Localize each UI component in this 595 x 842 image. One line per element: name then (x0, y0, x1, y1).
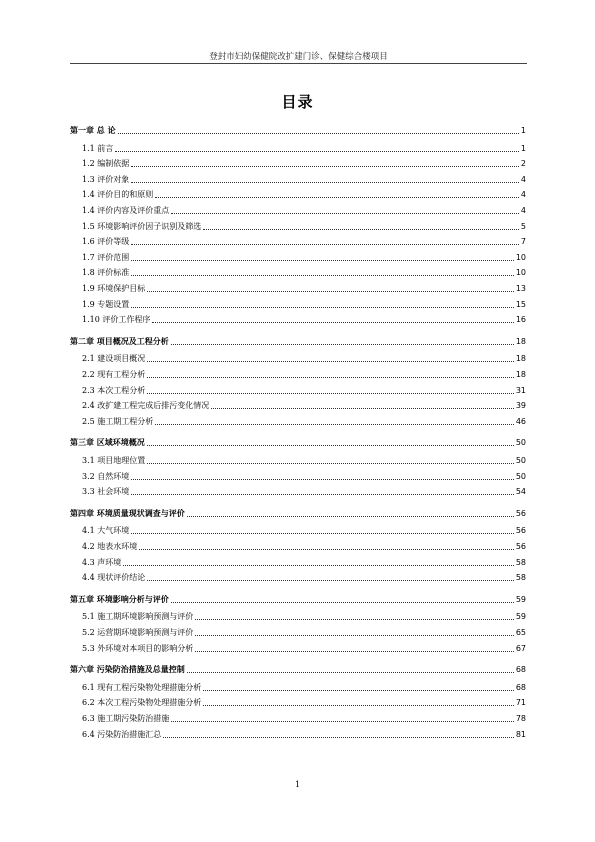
toc-entry-page: 4 (520, 190, 526, 200)
toc-entry-label: 3.3 社会环境 (82, 487, 130, 497)
dot-leader (139, 549, 514, 550)
dot-leader (187, 516, 514, 517)
toc-entry-page: 46 (515, 416, 526, 426)
dot-leader (147, 580, 514, 581)
toc-entry-page: 50 (515, 438, 526, 448)
toc-entry-label: 5.1 施工期环境影响预测与评价 (82, 612, 194, 622)
toc-entry-label: 第四章 环境质量现状调查与评价 (70, 508, 185, 518)
toc-entry-label: 6.1 现有工程污染物处理措施分析 (82, 682, 202, 692)
toc-section-entry[interactable] (70, 315, 526, 325)
toc-entry-page: 1 (520, 143, 526, 153)
dot-leader (131, 182, 519, 183)
dot-leader (131, 275, 514, 276)
dot-leader (171, 721, 514, 722)
toc-section-entry[interactable] (70, 144, 526, 154)
toc-entry-page: 31 (515, 385, 526, 395)
dot-leader (131, 494, 514, 495)
toc-entry-page: 68 (515, 665, 526, 675)
toc-chapter-entry[interactable] (70, 665, 526, 675)
toc-entry-label: 4.4 现状评价结论 (82, 573, 146, 583)
toc-section-entry[interactable] (70, 487, 526, 497)
toc-entry-page: 1 (520, 126, 526, 135)
toc-entry-page: 39 (515, 401, 526, 411)
toc-entry-page: 56 (515, 526, 526, 536)
toc-entry-page: 18 (515, 370, 526, 379)
toc-entry-label: 1.9 环境保护目标 (82, 284, 146, 293)
toc-section-entry[interactable] (70, 386, 526, 396)
toc-entry-page: 58 (515, 557, 526, 567)
toc-chapter-entry[interactable] (70, 595, 526, 605)
dot-leader (187, 672, 514, 673)
toc-entry-label: 2.5 施工期工程分析 (82, 416, 154, 426)
toc-entry-page: 18 (515, 336, 526, 346)
dot-leader (155, 424, 514, 425)
dot-leader (147, 361, 514, 362)
toc-entry-page: 50 (515, 471, 526, 481)
toc-entry-label: 4.2 地表水环境 (82, 542, 138, 551)
toc-entry-label: 1.2 编制依据 (82, 159, 130, 169)
toc-section-entry[interactable] (70, 456, 526, 466)
toc-entry-label: 1.10 评价工作程序 (82, 315, 151, 325)
toc-chapter-entry[interactable] (70, 126, 526, 136)
dot-leader (195, 635, 514, 636)
toc-chapter-entry[interactable] (70, 509, 526, 519)
dot-leader (118, 133, 519, 134)
toc-entry-page: 16 (515, 315, 526, 325)
toc-entry-label: 1.6 评价等级 (82, 237, 130, 247)
toc-entry-label: 6.2 本次工程污染物处理措施分析 (82, 698, 202, 708)
dot-leader (131, 260, 514, 261)
toc-entry-page: 71 (515, 698, 526, 708)
toc-section-entry[interactable] (70, 698, 526, 708)
toc-entry-page: 67 (515, 643, 526, 653)
header-divider (70, 63, 527, 64)
running-header: 登封市妇幼保健院改扩建门诊、保健综合楼项目 (209, 52, 388, 62)
dot-leader (147, 291, 514, 292)
dot-leader (171, 213, 519, 214)
toc-section-entry[interactable] (70, 573, 526, 583)
dot-leader (211, 408, 514, 409)
dot-leader (131, 479, 514, 480)
toc-entry-page: 56 (515, 508, 526, 518)
toc-section-entry[interactable] (70, 558, 526, 568)
toc-entry-label: 4.1 大气环境 (82, 526, 130, 536)
dot-leader (152, 322, 513, 323)
toc-section-entry[interactable] (70, 683, 526, 693)
dot-leader (147, 463, 514, 464)
dot-leader (131, 166, 519, 167)
toc-entry-page: 68 (515, 682, 526, 692)
toc-entry-page: 10 (515, 268, 526, 278)
toc-entry-label: 1.9 专题设置 (82, 299, 130, 309)
toc-entry-page: 59 (515, 594, 526, 604)
toc-entry-label: 3.1 项目地理位置 (82, 456, 146, 465)
toc-section-entry[interactable] (70, 542, 526, 552)
dot-leader (203, 705, 514, 706)
toc-entry-page: 7 (520, 237, 526, 247)
toc-entry-label: 2.2 现有工程分析 (82, 370, 146, 379)
toc-entry-page: 2 (520, 159, 526, 169)
toc-section-entry[interactable] (70, 417, 526, 427)
toc-entry-label: 1.8 评价标准 (82, 268, 130, 278)
toc-entry-label: 1.4 评价目的和原则 (82, 190, 154, 200)
toc-entry-label: 第五章 环境影响分析与评价 (70, 594, 169, 604)
toc-entry-label: 6.3 施工期污染防治措施 (82, 714, 170, 723)
toc-section-entry[interactable] (70, 284, 526, 294)
toc-chapter-entry[interactable] (70, 337, 526, 347)
toc-entry-page: 78 (515, 714, 526, 723)
toc-entry-page: 81 (515, 729, 526, 739)
dot-leader (131, 533, 514, 534)
toc-entry-label: 6.4 污染防治措施汇总 (82, 729, 162, 739)
toc-entry-label: 1.4 评价内容及评价重点 (82, 206, 170, 215)
dot-leader (115, 151, 519, 152)
toc-entry-page: 4 (520, 206, 526, 215)
toc-entry-page: 56 (515, 542, 526, 551)
toc-entry-label: 5.3 外环境对本项目的影响分析 (82, 643, 194, 653)
toc-section-entry[interactable] (70, 253, 526, 263)
toc-entry-label: 1.3 评价对象 (82, 174, 130, 184)
toc-section-entry[interactable] (70, 714, 526, 724)
toc-entry-label: 第六章 污染防治措施及总量控制 (70, 665, 185, 675)
toc-title: 目录 (281, 93, 314, 111)
toc-entry-page: 18 (515, 354, 526, 364)
dot-leader (155, 197, 519, 198)
toc-entry-label: 第一章 总 论 (70, 126, 116, 135)
dot-leader (123, 565, 514, 566)
toc-section-entry[interactable] (70, 222, 526, 232)
dot-leader (147, 445, 514, 446)
dot-leader (131, 244, 519, 245)
toc-entry-page: 13 (515, 284, 526, 293)
toc-entry-page: 15 (515, 299, 526, 309)
page-number: 1 (294, 780, 301, 789)
toc-section-entry[interactable] (70, 354, 526, 364)
toc-entry-page: 58 (515, 573, 526, 583)
dot-leader (203, 229, 519, 230)
toc-section-entry[interactable] (70, 370, 526, 380)
toc-entry-label: 第二章 项目概况及工程分析 (70, 336, 169, 346)
dot-leader (171, 344, 514, 345)
toc-section-entry[interactable] (70, 612, 526, 622)
toc-entry-label: 3.2 自然环境 (82, 471, 130, 481)
toc-entry-page: 10 (515, 252, 526, 262)
toc-entry-page: 54 (515, 487, 526, 497)
dot-leader (195, 619, 514, 620)
toc-entry-label: 1.7 评价范围 (82, 252, 130, 262)
toc-entry-label: 1.1 前言 (82, 143, 114, 153)
dot-leader (163, 737, 514, 738)
toc-entry-label: 2.1 建设项目概况 (82, 354, 146, 364)
toc-section-entry[interactable] (70, 190, 526, 200)
toc-section-entry[interactable] (70, 472, 526, 482)
dot-leader (147, 377, 514, 378)
dot-leader (171, 602, 514, 603)
toc-entry-page: 4 (520, 174, 526, 184)
toc-entry-page: 50 (515, 456, 526, 465)
toc-entry-label: 第三章 区域环境概况 (70, 438, 145, 448)
dot-leader (203, 690, 514, 691)
toc-section-entry[interactable] (70, 175, 526, 185)
toc-section-entry[interactable] (70, 268, 526, 278)
dot-leader (147, 393, 514, 394)
dot-leader (131, 307, 514, 308)
toc-entry-label: 5.2 运营期环境影响预测与评价 (82, 628, 194, 637)
toc-entry-page: 59 (515, 612, 526, 622)
toc-chapter-entry[interactable] (70, 438, 526, 448)
toc-section-entry[interactable] (70, 300, 526, 310)
toc-section-entry[interactable] (70, 206, 526, 216)
toc-entry-label: 2.4 改扩建工程完成后排污变化情况 (82, 401, 210, 411)
toc-entry-label: 4.3 声环境 (82, 557, 122, 567)
toc-entry-page: 65 (515, 628, 526, 637)
toc-section-entry[interactable] (70, 401, 526, 411)
toc-section-entry[interactable] (70, 237, 526, 247)
toc-section-entry[interactable] (70, 526, 526, 536)
toc-entry-label: 1.5 环境影响评价因子识别及筛选 (82, 221, 202, 231)
toc-entry-label: 2.3 本次工程分析 (82, 385, 146, 395)
dot-leader (195, 651, 514, 652)
toc-section-entry[interactable] (70, 730, 526, 740)
toc-section-entry[interactable] (70, 644, 526, 654)
toc-section-entry[interactable] (70, 628, 526, 638)
toc-section-entry[interactable] (70, 159, 526, 169)
toc-entry-page: 5 (520, 221, 526, 231)
